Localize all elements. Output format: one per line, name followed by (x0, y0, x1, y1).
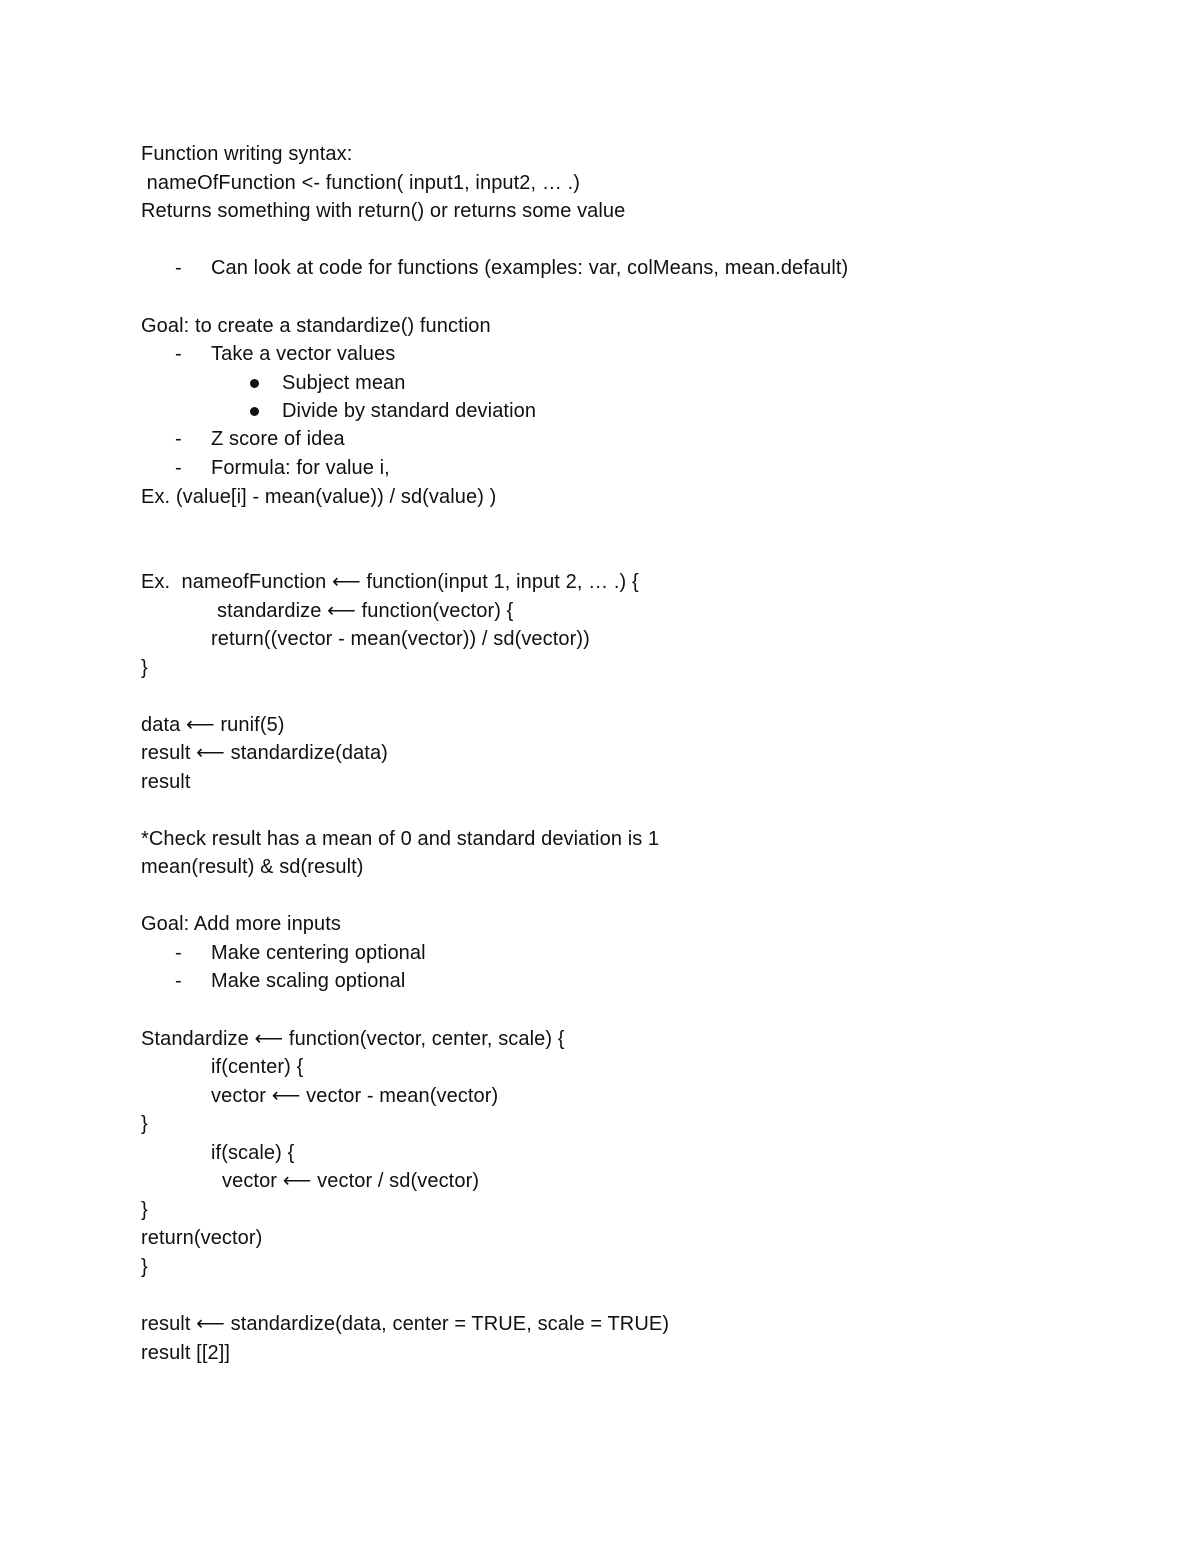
list-dash: - (175, 942, 182, 964)
returns-line: Returns something with return() or returns some value (141, 200, 626, 222)
example-formula: Ex. (value[i] - mean(value)) / sd(value) ) (141, 486, 497, 508)
list-dash: - (175, 970, 182, 992)
code-if-scale: if(scale) { (211, 1142, 295, 1164)
code-close-brace: } (141, 1199, 148, 1221)
code-result: result (141, 771, 191, 793)
code-close-brace: } (141, 1113, 148, 1135)
code-return-vector: return(vector) (141, 1227, 263, 1249)
list-item-scaling: Make scaling optional (211, 970, 406, 992)
code-close-brace: } (141, 657, 148, 679)
code-data-runif: data ⟵ runif(5) (141, 714, 285, 736)
sub-item-divide-sd: Divide by standard deviation (282, 400, 537, 422)
code-standardize-def: standardize ⟵ function(vector) { (217, 600, 514, 622)
code-standardize-full: Standardize ⟵ function(vector, center, scale) { (141, 1028, 565, 1050)
code-return: return((vector - mean(vector)) / sd(vector)) (211, 628, 590, 650)
list-item-z-score: Z score of idea (211, 428, 345, 450)
bullet-dot (250, 407, 259, 416)
list-dash: - (175, 257, 182, 279)
bullet-dot (250, 379, 259, 388)
list-item-formula: Formula: for value i, (211, 457, 390, 479)
syntax-line: nameOfFunction <- function( input1, input2, … .) (141, 172, 581, 194)
list-dash: - (175, 343, 182, 365)
code-vector-center: vector ⟵ vector - mean(vector) (211, 1085, 499, 1107)
list-item-centering: Make centering optional (211, 942, 426, 964)
goal-more-inputs: Goal: Add more inputs (141, 913, 341, 935)
example-function-header: Ex. nameofFunction ⟵ function(input 1, input 2, … .) { (141, 571, 639, 593)
heading-function-syntax: Function writing syntax: (141, 143, 353, 165)
code-vector-scale: vector ⟵ vector / sd(vector) (222, 1170, 480, 1192)
code-result-standardize: result ⟵ standardize(data, center = TRUE, scale = TRUE) (141, 1313, 670, 1335)
code-close-brace: } (141, 1256, 148, 1278)
code-result-assign: result ⟵ standardize(data) (141, 742, 388, 764)
check-note: *Check result has a mean of 0 and standard deviation is 1 (141, 828, 660, 850)
goal-standardize: Goal: to create a standardize() function (141, 315, 491, 337)
list-item-take-vector: Take a vector values (211, 343, 396, 365)
sub-item-subject-mean: Subject mean (282, 372, 406, 394)
list-dash: - (175, 457, 182, 479)
list-dash: - (175, 428, 182, 450)
code-if-center: if(center) { (211, 1056, 304, 1078)
code-mean-sd: mean(result) & sd(result) (141, 856, 364, 878)
list-item-look-at-code: Can look at code for functions (examples: var, colMeans, mean.default) (211, 257, 849, 279)
code-result-index: result [[2]] (141, 1342, 231, 1364)
